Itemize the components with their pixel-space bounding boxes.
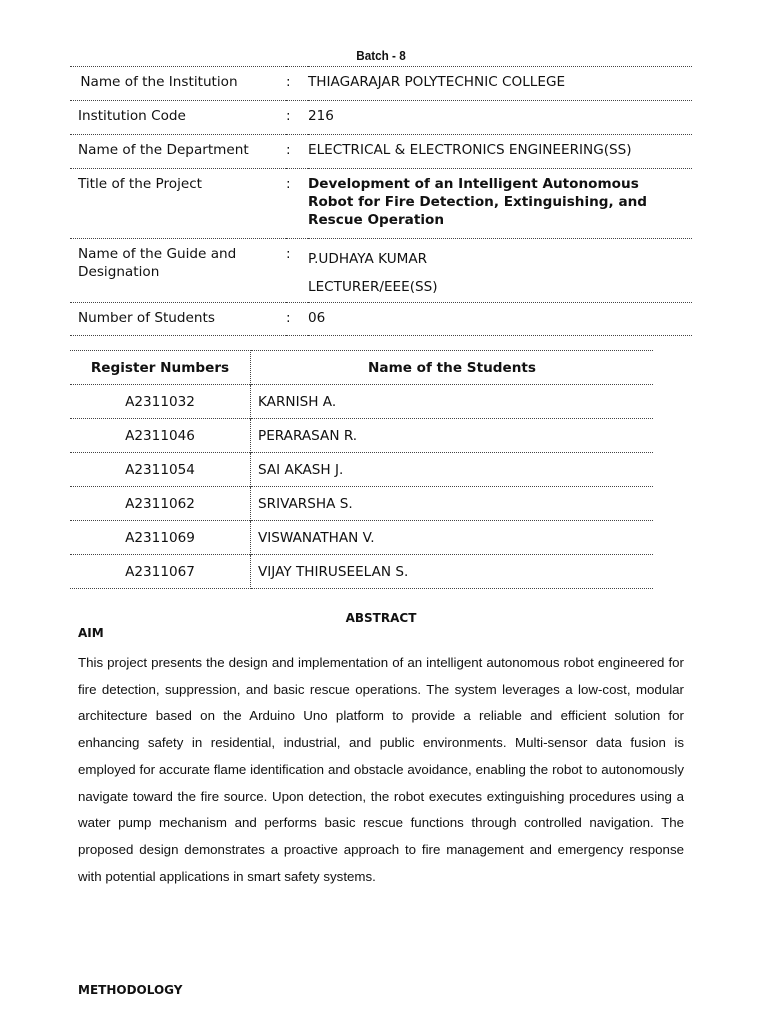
methodology-heading: METHODOLOGY (78, 983, 183, 997)
students-header-row (70, 351, 653, 385)
project-title: Development of an Intelligent Autonomous Robot for Fire Detection, Extinguishing, and Rescue Operation (308, 169, 692, 239)
table-row (70, 453, 653, 487)
table-row (70, 385, 653, 419)
register-number: A2311067 (70, 555, 251, 589)
student-names-header: Name of the Students (251, 351, 654, 385)
info-value: THIAGARAJAR POLYTECHNIC COLLEGE (308, 67, 692, 101)
table-row (70, 521, 653, 555)
student-name: VIJAY THIRUSEELAN S. (251, 555, 654, 589)
table-row (70, 555, 653, 589)
info-colon: : (286, 135, 308, 169)
info-row-guide (70, 239, 692, 303)
student-name: SAI AKASH J. (251, 453, 654, 487)
info-label: Number of Students (70, 303, 286, 336)
register-number: A2311062 (70, 487, 251, 521)
students-table (70, 350, 653, 589)
info-value (308, 239, 692, 303)
info-value: 216 (308, 101, 692, 135)
abstract-text: This project presents the design and implementation of an intelligent autonomous robot engineered for fire detection, suppression, and basic rescue operations. The system leverages a low-cost, modular architecture based on the Arduino Uno platform to provide a reliable and efficient solution for enhancing safety in residential, industrial, and public environments. Multi-sensor data fusion is employed for accurate flame identification and obstacle avoidance, enabling the robot to autonomously navigate toward the fire source. Upon detection, the robot executes extinguishing procedures using a water pump mechanism and performs basic rescue functions through controlled navigation. The proposed design demonstrates a proactive approach to fire management and emergency response with potential applications in smart safety systems. (78, 655, 684, 884)
guide-name: P.UDHAYA KUMAR (308, 251, 428, 267)
info-colon: : (286, 67, 308, 101)
info-row-students (70, 303, 692, 336)
register-number: A2311032 (70, 385, 251, 419)
guide-designation: LECTURER/EEE(SS) (308, 279, 438, 295)
table-row (70, 487, 653, 521)
student-name: KARNISH A. (251, 385, 654, 419)
info-colon: : (286, 101, 308, 135)
info-row-department (70, 135, 692, 169)
info-colon: : (286, 169, 308, 239)
info-colon: : (286, 239, 308, 303)
student-name: VISWANATHAN V. (251, 521, 654, 555)
info-label: Name of the Department (70, 135, 286, 169)
info-colon: : (286, 303, 308, 336)
info-label: Name of the Institution (70, 67, 286, 101)
info-row-title (70, 169, 692, 239)
info-value: ELECTRICAL & ELECTRONICS ENGINEERING(SS) (308, 135, 692, 169)
register-number: A2311054 (70, 453, 251, 487)
student-name: SRIVARSHA S. (251, 487, 654, 521)
info-row-code (70, 101, 692, 135)
register-number: A2311046 (70, 419, 251, 453)
register-numbers-header: Register Numbers (70, 351, 251, 385)
info-label: Title of the Project (70, 169, 286, 239)
batch-heading: Batch - 8 (356, 48, 406, 63)
table-row (70, 419, 653, 453)
project-info-table (70, 66, 692, 336)
register-number: A2311069 (70, 521, 251, 555)
info-row-institution (70, 67, 692, 101)
info-value: 06 (308, 303, 692, 336)
student-name: PERARASAN R. (251, 419, 654, 453)
info-label: Institution Code (70, 101, 286, 135)
aim-heading: AIM (78, 626, 104, 640)
abstract-heading: ABSTRACT (345, 611, 417, 625)
info-label: Name of the Guide and Designation (70, 239, 286, 303)
